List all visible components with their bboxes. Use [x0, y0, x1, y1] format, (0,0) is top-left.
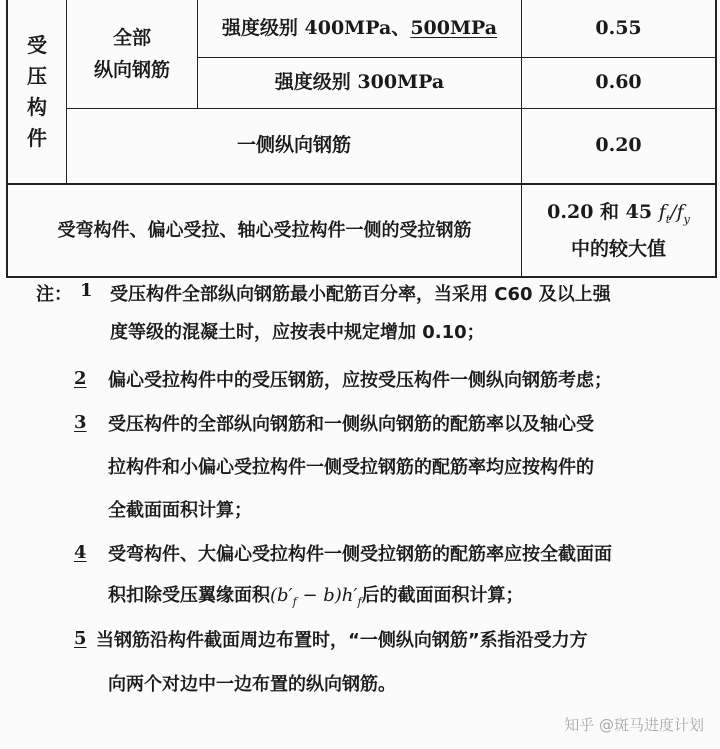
- row-group-char-3: 构: [27, 94, 47, 119]
- note-3-line-2: 拉构件和小偏心受拉构件一侧受拉钢筋的配筋率均应按构件的: [108, 457, 594, 478]
- note-4-line-1: 受弯构件、大偏心受拉构件一侧受拉钢筋的配筋率应按全截面面: [108, 544, 612, 565]
- row-group-char-1: 受: [27, 32, 47, 57]
- note-2-number: 2: [74, 368, 87, 389]
- value-300: 0.60: [595, 71, 642, 94]
- note-1-line-2: 度等级的混凝土时，应按表中规定增加 0.10；: [110, 322, 485, 343]
- one-side-rebar-label: 一侧纵向钢筋: [236, 134, 351, 157]
- note-2-line-1: 偏心受拉构件中的受压钢筋，应按受压构件一侧纵向钢筋考虑；: [108, 370, 612, 391]
- notes-prefix: 注：: [36, 284, 72, 305]
- all-rebar-line-2: 纵向钢筋: [93, 59, 170, 81]
- note-5-line-1: 当钢筋沿构件截面周边布置时，“一侧纵向钢筋”系指沿受力方: [96, 630, 588, 651]
- note-4-line-2-a: 积扣除受压翼缘面积: [108, 585, 270, 606]
- bending-value-text: 0.20 和 45: [547, 201, 653, 224]
- note-1-line-1: 受压构件全部纵向钢筋最小配筋百分率，当采用 C60 及以上强: [110, 284, 611, 305]
- row-group-char-2: 压: [27, 63, 47, 88]
- value-400-500: 0.55: [595, 16, 642, 39]
- row-group-label: [8, 0, 66, 183]
- grade-400-500-text: 强度级别 400MPa、: [221, 16, 411, 39]
- all-rebar-line-1: 全部: [112, 26, 151, 49]
- note-4-line-2: [108, 581, 524, 609]
- note-3-line-1: 受压构件的全部纵向钢筋和一侧纵向钢筋的配筋率以及轴心受: [108, 414, 594, 435]
- grade-400-500-cell: [198, 0, 521, 57]
- bending-member-label: 受弯构件、偏心受拉、轴心受拉构件一侧的受拉钢筋: [57, 219, 472, 241]
- note-4-line-2-b: 后的截面面积计算；: [361, 585, 524, 606]
- grade-300-cell: 强度级别 300MPa: [274, 71, 445, 94]
- table-border-bottom: [6, 276, 717, 278]
- formula-ft-fy: $f_t/f_y$: [658, 201, 690, 226]
- bending-value-max: 中的较大值: [570, 237, 666, 260]
- note-1-number: 1: [80, 280, 93, 301]
- table-border-right: [715, 0, 717, 278]
- all-rebar-label: [67, 0, 197, 108]
- bending-value-cell: [522, 185, 715, 276]
- note-3-line-3: 全截面面积计算；: [108, 500, 252, 521]
- row-group-char-4: 件: [27, 125, 47, 150]
- note-5-number: 5: [74, 628, 87, 649]
- watermark: 知乎 @斑马进度计划: [564, 716, 704, 734]
- grade-500-text: 500MPa: [410, 16, 498, 39]
- reinforcement-ratio-table: [0, 0, 720, 278]
- value-one-side: 0.20: [595, 134, 642, 157]
- bending-value-formula: [547, 194, 690, 231]
- note-4-number: 4: [74, 542, 87, 563]
- note-3-number: 3: [74, 412, 87, 433]
- note-5-line-2: 向两个对边中一边布置的纵向钢筋。: [108, 674, 396, 695]
- formula-flange-area: $(b'_f - b)h'_f$: [270, 585, 362, 609]
